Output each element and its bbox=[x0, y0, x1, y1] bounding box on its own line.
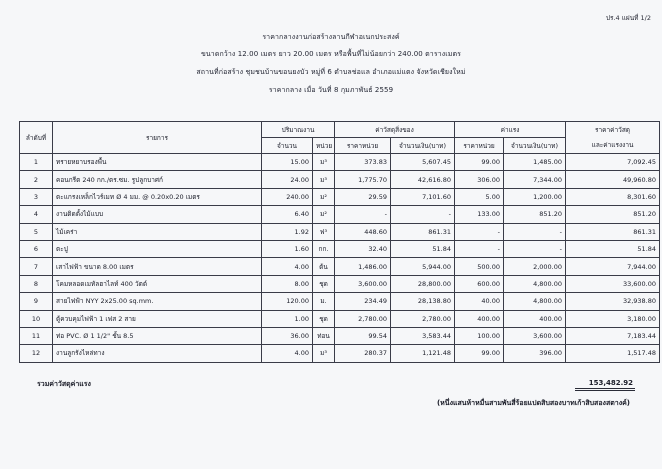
row-mat-price: 32.40 bbox=[335, 240, 391, 257]
row-lab-price: 5.00 bbox=[455, 188, 504, 205]
row-item: ท่อ PVC. Ø 1 1/2" ชั้น 8.5 bbox=[53, 327, 262, 344]
row-lab-price: - bbox=[455, 223, 504, 240]
row-unit: กก. bbox=[313, 240, 335, 257]
row-item: ตะแกรงเหล็กไวร์เมท Ø 4 มม. @ 0.20x0.20 เมตร bbox=[53, 188, 262, 205]
row-lab-amount: 400.00 bbox=[504, 310, 566, 327]
row-qty: 15.00 bbox=[262, 154, 313, 171]
table-row bbox=[20, 188, 660, 205]
row-lab-price: 99.00 bbox=[455, 154, 504, 171]
row-mat-price: 1,775.70 bbox=[335, 171, 391, 188]
row-item: ตะปู bbox=[53, 240, 262, 257]
table-row bbox=[20, 310, 660, 327]
row-no: 3 bbox=[20, 188, 53, 205]
col-no-header: ลำดับที่ bbox=[20, 122, 53, 154]
col-unit-header: หน่วย bbox=[313, 138, 335, 154]
page-reference: ปร.4 แผ่นที่ 1/2 bbox=[605, 14, 651, 22]
row-mat-amount: 5,607.45 bbox=[391, 154, 455, 171]
table-row bbox=[20, 223, 660, 240]
row-total: 7,944.00 bbox=[566, 258, 660, 275]
table-row bbox=[20, 293, 660, 310]
row-no: 4 bbox=[20, 206, 53, 223]
row-no: 8 bbox=[20, 275, 53, 292]
row-lab-amount: 2,000.00 bbox=[504, 258, 566, 275]
row-item: โคมหลอดเมทัลฮาไลท์ 400 วัตต์ bbox=[53, 275, 262, 292]
row-unit: ม² bbox=[313, 206, 335, 223]
row-lab-amount: 851.20 bbox=[504, 206, 566, 223]
row-lab-amount: 7,344.00 bbox=[504, 171, 566, 188]
row-qty: 240.00 bbox=[262, 188, 313, 205]
row-mat-price: - bbox=[335, 206, 391, 223]
col-mat-price-header: ราคาหน่วย bbox=[335, 138, 391, 154]
col-total-group-header: ราคาค่าวัสดุ bbox=[566, 122, 660, 138]
row-item: ทรายหยาบรองพื้น bbox=[53, 154, 262, 171]
row-no: 7 bbox=[20, 258, 53, 275]
row-item: งานลูกรังไหล่ทาง bbox=[53, 345, 262, 362]
col-material-group-header: ค่าวัสดุสิ่งของ bbox=[335, 122, 455, 138]
row-lab-amount: 1,485.00 bbox=[504, 154, 566, 171]
row-no: 5 bbox=[20, 223, 53, 240]
row-mat-amount: 3,583.44 bbox=[391, 327, 455, 344]
row-lab-amount: 1,200.00 bbox=[504, 188, 566, 205]
row-unit: ต้น bbox=[313, 258, 335, 275]
row-mat-price: 29.59 bbox=[335, 188, 391, 205]
row-qty: 36.00 bbox=[262, 327, 313, 344]
row-lab-price: 99.00 bbox=[455, 345, 504, 362]
table-row bbox=[20, 171, 660, 188]
row-mat-price: 3,600.00 bbox=[335, 275, 391, 292]
row-no: 12 bbox=[20, 345, 53, 362]
row-lab-amount: 3,600.00 bbox=[504, 327, 566, 344]
col-qty-group-header: ปริมาณงาน bbox=[262, 122, 335, 138]
row-mat-price: 234.49 bbox=[335, 293, 391, 310]
row-mat-amount: 1,121.48 bbox=[391, 345, 455, 362]
row-item: เสาไฟฟ้า ขนาด 8.00 เมตร bbox=[53, 258, 262, 275]
doc-date-line: ราคากลาง เมื่อ วันที่ 8 กุมภาพันธ์ 2559 bbox=[268, 86, 394, 94]
row-no: 11 bbox=[20, 327, 53, 344]
row-mat-price: 1,486.00 bbox=[335, 258, 391, 275]
row-total: 33,600.00 bbox=[566, 275, 660, 292]
row-lab-price: 100.00 bbox=[455, 327, 504, 344]
table-row bbox=[20, 327, 660, 344]
row-qty: 24.00 bbox=[262, 171, 313, 188]
row-item: ตู้ควบคุมไฟฟ้า 1 เฟส 2 สาย bbox=[53, 310, 262, 327]
row-no: 6 bbox=[20, 240, 53, 257]
row-mat-amount: 2,780.00 bbox=[391, 310, 455, 327]
row-lab-amount: 4,800.00 bbox=[504, 293, 566, 310]
row-qty: 8.00 bbox=[262, 275, 313, 292]
col-total-sub-header: และค่าแรงงาน bbox=[566, 138, 660, 154]
row-total: 1,517.48 bbox=[566, 345, 660, 362]
row-no: 1 bbox=[20, 154, 53, 171]
row-qty: 1.00 bbox=[262, 310, 313, 327]
col-lab-price-header: ราคาหน่วย bbox=[455, 138, 504, 154]
row-total: 851.20 bbox=[566, 206, 660, 223]
table-row bbox=[20, 154, 660, 171]
row-unit: ม³ bbox=[313, 171, 335, 188]
row-unit: ฟ³ bbox=[313, 223, 335, 240]
summary-label: รวมค่าวัสดุค่าแรง bbox=[37, 380, 91, 388]
doc-title: ราคากลางงานก่อสร้างลานกีฬาอเนกประสงค์ bbox=[262, 33, 400, 41]
row-total: 7,183.44 bbox=[566, 327, 660, 344]
row-lab-price: 500.00 bbox=[455, 258, 504, 275]
table-row bbox=[20, 275, 660, 292]
row-item: คอนกรีต 240 กก./ตร.ซม. รูปลูกบาศก์ bbox=[53, 171, 262, 188]
row-total: 49,960.80 bbox=[566, 171, 660, 188]
row-mat-amount: 5,944.00 bbox=[391, 258, 455, 275]
row-qty: 4.00 bbox=[262, 258, 313, 275]
row-lab-amount: 4,800.00 bbox=[504, 275, 566, 292]
cost-table bbox=[19, 121, 660, 363]
row-mat-price: 99.54 bbox=[335, 327, 391, 344]
row-mat-price: 373.83 bbox=[335, 154, 391, 171]
col-qty-header: จำนวน bbox=[262, 138, 313, 154]
table-row bbox=[20, 240, 660, 257]
row-unit: ชุด bbox=[313, 275, 335, 292]
table-row bbox=[20, 345, 660, 362]
row-mat-amount: 7,101.60 bbox=[391, 188, 455, 205]
row-unit: ม. bbox=[313, 293, 335, 310]
row-lab-amount: - bbox=[504, 223, 566, 240]
summary-amount-in-words: (หนึ่งแสนห้าหมื่นสามพันสี่ร้อยแปดสิบสองบาทเก้าสิบสองสตางค์) bbox=[436, 399, 630, 407]
row-qty: 1.92 bbox=[262, 223, 313, 240]
row-item: งานติดตั้งไม้แบบ bbox=[53, 206, 262, 223]
row-mat-amount: 42,616.80 bbox=[391, 171, 455, 188]
row-mat-amount: 861.31 bbox=[391, 223, 455, 240]
row-unit: ม² bbox=[313, 188, 335, 205]
row-lab-price: 40.00 bbox=[455, 293, 504, 310]
double-underline-bottom bbox=[575, 390, 635, 391]
row-unit: ท่อน bbox=[313, 327, 335, 344]
col-lab-amount-header: จำนวนเงิน(บาท) bbox=[504, 138, 566, 154]
doc-size-line: ขนาดกว้าง 12.00 เมตร ยาว 20.00 เมตร หรือพื้นที่ไม่น้อยกว่า 240.00 ตารางเมตร bbox=[201, 50, 461, 58]
row-lab-price: - bbox=[455, 240, 504, 257]
row-item: สายไฟฟ้า NYY 2x25.00 sq.mm. bbox=[53, 293, 262, 310]
row-no: 10 bbox=[20, 310, 53, 327]
row-total: 861.31 bbox=[566, 223, 660, 240]
row-qty: 1.60 bbox=[262, 240, 313, 257]
row-mat-amount: 51.84 bbox=[391, 240, 455, 257]
row-total: 51.84 bbox=[566, 240, 660, 257]
row-lab-price: 306.00 bbox=[455, 171, 504, 188]
row-lab-price: 600.00 bbox=[455, 275, 504, 292]
col-labor-group-header: ค่าแรง bbox=[455, 122, 566, 138]
row-unit: ม³ bbox=[313, 154, 335, 171]
row-total: 7,092.45 bbox=[566, 154, 660, 171]
row-unit: ม³ bbox=[313, 345, 335, 362]
row-total: 3,180.00 bbox=[566, 310, 660, 327]
summary-amount: 153,482.92 bbox=[588, 379, 633, 387]
row-lab-amount: 396.00 bbox=[504, 345, 566, 362]
row-item: ไม้เคร่า bbox=[53, 223, 262, 240]
row-lab-price: 400.00 bbox=[455, 310, 504, 327]
row-mat-price: 448.60 bbox=[335, 223, 391, 240]
row-mat-price: 2,780.00 bbox=[335, 310, 391, 327]
doc-location-line: สถานที่ก่อสร้าง ชุมชนบ้านขอนยงบัว หมู่ที่ 6 ตำบลช่อแล อำเภอแม่แตง จังหวัดเชียงใหม่ bbox=[196, 68, 466, 76]
row-mat-amount: 28,138.80 bbox=[391, 293, 455, 310]
row-unit: ชุด bbox=[313, 310, 335, 327]
col-mat-amount-header: จำนวนเงิน(บาท) bbox=[391, 138, 455, 154]
table-row bbox=[20, 206, 660, 223]
row-lab-price: 133.00 bbox=[455, 206, 504, 223]
row-qty: 120.00 bbox=[262, 293, 313, 310]
row-mat-amount: - bbox=[391, 206, 455, 223]
row-no: 2 bbox=[20, 171, 53, 188]
table-row bbox=[20, 258, 660, 275]
row-total: 8,301.60 bbox=[566, 188, 660, 205]
row-mat-price: 280.37 bbox=[335, 345, 391, 362]
row-qty: 4.00 bbox=[262, 345, 313, 362]
row-no: 9 bbox=[20, 293, 53, 310]
row-qty: 6.40 bbox=[262, 206, 313, 223]
col-item-header: รายการ bbox=[53, 122, 262, 154]
row-total: 32,938.80 bbox=[566, 293, 660, 310]
row-mat-amount: 28,800.00 bbox=[391, 275, 455, 292]
double-underline-top bbox=[575, 388, 635, 389]
row-lab-amount: - bbox=[504, 240, 566, 257]
